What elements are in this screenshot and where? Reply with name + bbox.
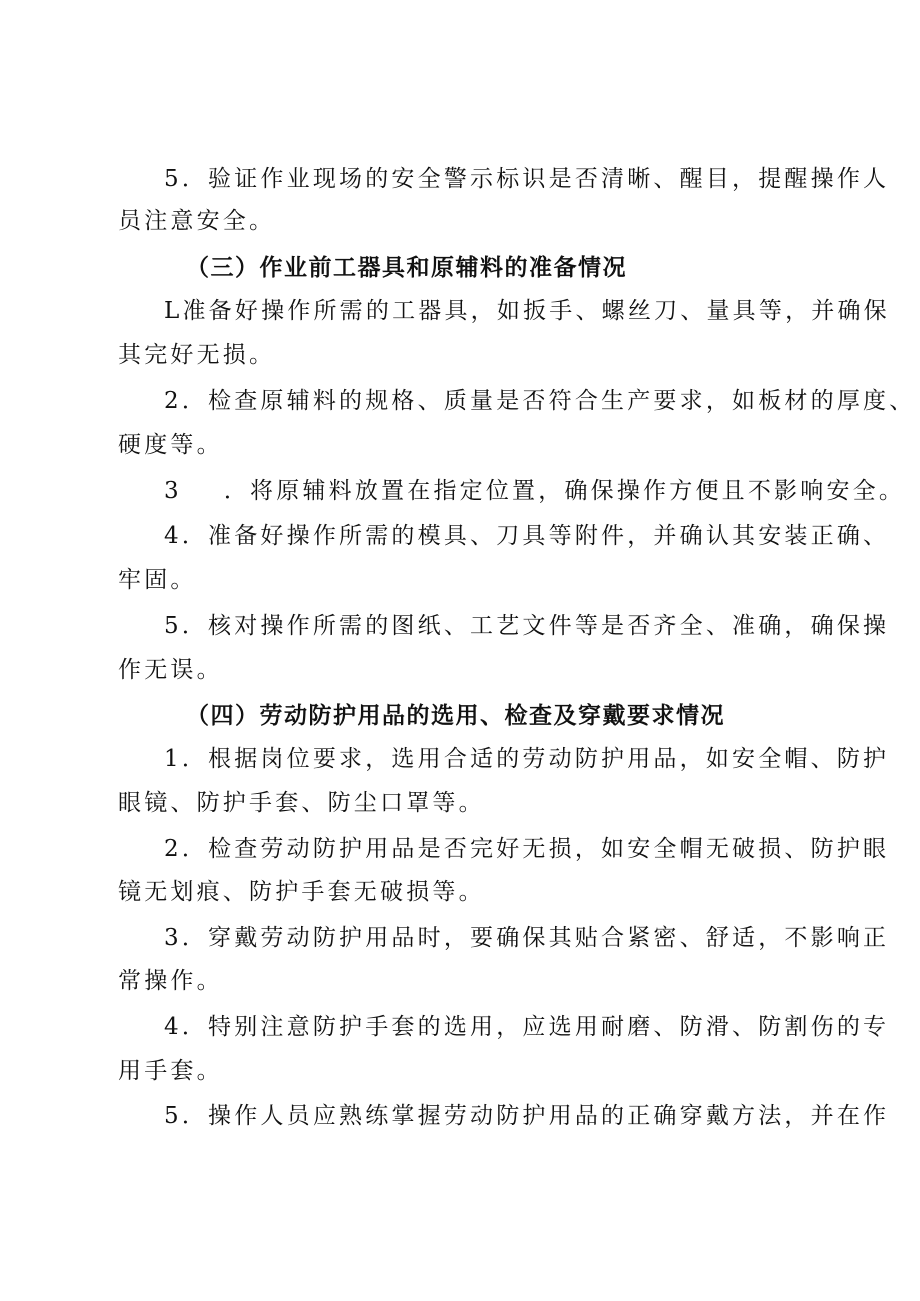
paragraph-line: 5．操作人员应熟练掌握劳动防护用品的正确穿戴方法，并在作 bbox=[164, 1103, 890, 1129]
item-number: 3 bbox=[164, 478, 182, 504]
paragraph-line: 员注意安全。 bbox=[118, 208, 276, 234]
paragraph-line: 5．核对操作所需的图纸、工艺文件等是否齐全、准确，确保操 bbox=[164, 613, 890, 639]
paragraph-line: 牢固。 bbox=[118, 567, 197, 593]
section-heading: （四）劳动防护用品的选用、检查及穿戴要求情况 bbox=[186, 702, 725, 729]
paragraph-line: 5．验证作业现场的安全警示标识是否清晰、醒目，提醒操作人 bbox=[164, 166, 890, 192]
paragraph-line: 2．检查劳动防护用品是否完好无损，如安全帽无破损、防护眼 bbox=[164, 836, 890, 862]
paragraph-line: 2．检查原辅料的规格、质量是否符合生产要求，如板材的厚度、 bbox=[164, 388, 916, 414]
paragraph-line: 镜无划痕、防护手套无破损等。 bbox=[118, 879, 485, 905]
paragraph-line: L准备好操作所需的工器具，如扳手、螺丝刀、量具等，并确保 bbox=[164, 298, 890, 324]
paragraph-line: 4．特别注意防护手套的选用，应选用耐磨、防滑、防割伤的专 bbox=[164, 1014, 890, 1040]
paragraph-line: 用手套。 bbox=[118, 1058, 223, 1084]
paragraph-line: 3．穿戴劳动防护用品时，要确保其贴合紧密、舒适，不影响正 bbox=[164, 925, 890, 951]
section-heading: （三）作业前工器具和原辅料的准备情况 bbox=[186, 254, 627, 281]
paragraph-line: 眼镜、防护手套、防尘口罩等。 bbox=[118, 790, 485, 816]
paragraph-line: 硬度等。 bbox=[118, 432, 223, 458]
paragraph-line: 1．根据岗位要求，选用合适的劳动防护用品，如安全帽、防护 bbox=[164, 746, 890, 772]
paragraph-line: 4．准备好操作所需的模具、刀具等附件，并确认其安装正确、 bbox=[164, 523, 890, 549]
item-text: ．将原辅料放置在指定位置，确保操作方便且不影响安全。 bbox=[223, 478, 906, 504]
paragraph-line: 常操作。 bbox=[118, 968, 223, 994]
paragraph-line: 其完好无损。 bbox=[118, 342, 276, 368]
paragraph-line bbox=[164, 476, 905, 506]
paragraph-line: 作无误。 bbox=[118, 657, 223, 683]
